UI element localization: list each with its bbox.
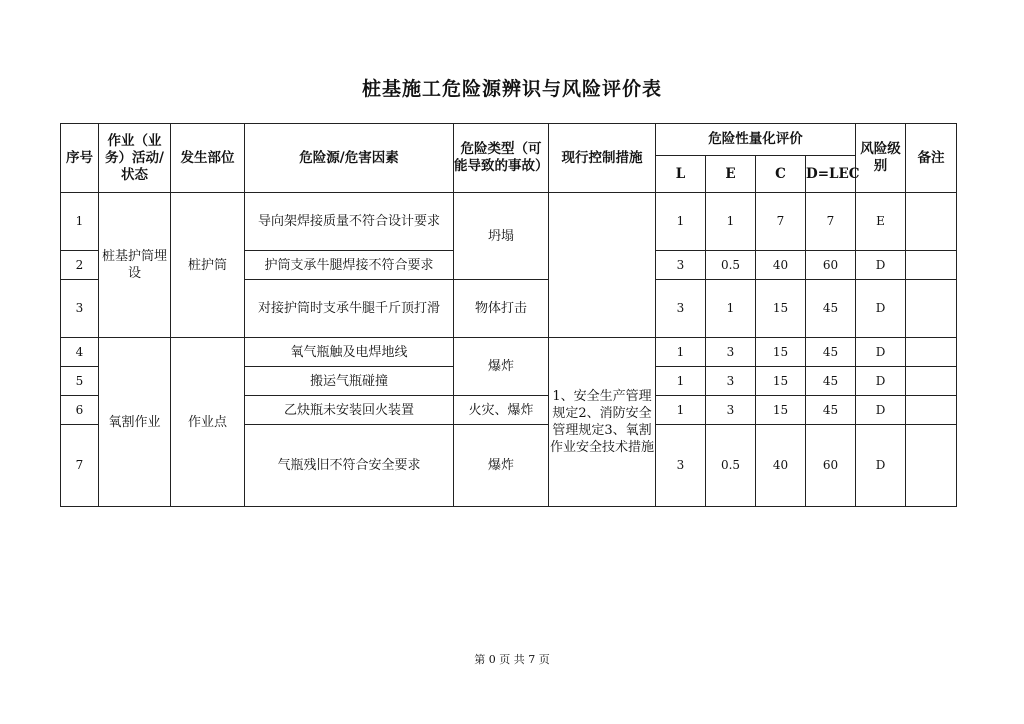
cell-L: 3 [656, 251, 706, 280]
cell-L: 1 [656, 396, 706, 425]
cell-C: 40 [756, 425, 806, 507]
cell-seq: 7 [61, 425, 99, 507]
cell-L: 1 [656, 193, 706, 251]
cell-D: 60 [806, 425, 856, 507]
header-hazard: 危险源/危害因素 [245, 124, 454, 193]
cell-E: 3 [706, 367, 756, 396]
page-title: 桩基施工危险源辨识与风险评价表 [361, 78, 662, 100]
cell-type: 爆炸 [454, 338, 549, 396]
cell-C: 15 [756, 338, 806, 367]
cell-type: 火灾、爆炸 [454, 396, 549, 425]
header-location: 发生部位 [171, 124, 245, 193]
cell-remark [906, 193, 957, 251]
table-row [61, 338, 957, 367]
cell-level: D [856, 425, 906, 507]
cell-E: 3 [706, 338, 756, 367]
cell-level: D [856, 280, 906, 338]
header-seq: 序号 [61, 124, 99, 193]
cell-hazard: 导向架焊接质量不符合设计要求 [245, 193, 454, 251]
cell-E: 0.5 [706, 425, 756, 507]
cell-seq: 6 [61, 396, 99, 425]
cell-seq: 3 [61, 280, 99, 338]
header-L: L [656, 156, 706, 193]
cell-D: 7 [806, 193, 856, 251]
cell-control: 1、安全生产管理规定2、消防安全管理规定3、氧割作业安全技术措施 [549, 338, 656, 507]
header-type: 危险类型（可能导致的事故） [454, 124, 549, 193]
cell-level: E [856, 193, 906, 251]
cell-D: 45 [806, 280, 856, 338]
cell-C: 7 [756, 193, 806, 251]
header-quant: 危险性量化评价 [656, 124, 856, 156]
cell-level: D [856, 338, 906, 367]
cell-hazard: 对接护筒时支承牛腿千斤顶打滑 [245, 280, 454, 338]
cell-location: 作业点 [171, 338, 245, 507]
cell-remark [906, 396, 957, 425]
cell-hazard: 乙炔瓶未安装回火装置 [245, 396, 454, 425]
header-D: D=LEC [806, 156, 856, 193]
table-row [61, 193, 957, 251]
header-E: E [706, 156, 756, 193]
cell-seq: 4 [61, 338, 99, 367]
cell-C: 40 [756, 251, 806, 280]
cell-control [549, 193, 656, 338]
cell-L: 1 [656, 338, 706, 367]
cell-D: 45 [806, 367, 856, 396]
cell-remark [906, 425, 957, 507]
cell-level: D [856, 367, 906, 396]
cell-seq: 5 [61, 367, 99, 396]
cell-C: 15 [756, 280, 806, 338]
cell-D: 45 [806, 338, 856, 367]
cell-type: 物体打击 [454, 280, 549, 338]
cell-remark [906, 367, 957, 396]
header-level: 风险级别 [856, 124, 906, 193]
cell-remark [906, 280, 957, 338]
cell-L: 3 [656, 425, 706, 507]
header-C: C [756, 156, 806, 193]
cell-hazard: 气瓶残旧不符合安全要求 [245, 425, 454, 507]
cell-hazard: 护筒支承牛腿焊接不符合要求 [245, 251, 454, 280]
page-number: 第 0 页 共 7 页 [474, 653, 550, 666]
cell-remark [906, 251, 957, 280]
header-activity: 作业（业务）活动/状态 [99, 124, 171, 193]
cell-L: 1 [656, 367, 706, 396]
cell-seq: 2 [61, 251, 99, 280]
cell-hazard: 氧气瓶触及电焊地线 [245, 338, 454, 367]
cell-level: D [856, 396, 906, 425]
header-remark: 备注 [906, 124, 957, 193]
cell-E: 0.5 [706, 251, 756, 280]
cell-C: 15 [756, 396, 806, 425]
cell-seq: 1 [61, 193, 99, 251]
cell-E: 1 [706, 193, 756, 251]
cell-E: 3 [706, 396, 756, 425]
cell-type: 爆炸 [454, 425, 549, 507]
cell-remark [906, 338, 957, 367]
cell-location: 桩护筒 [171, 193, 245, 338]
cell-level: D [856, 251, 906, 280]
cell-D: 60 [806, 251, 856, 280]
header-control: 现行控制措施 [549, 124, 656, 193]
cell-C: 15 [756, 367, 806, 396]
cell-L: 3 [656, 280, 706, 338]
cell-hazard: 搬运气瓶碰撞 [245, 367, 454, 396]
cell-type: 坍塌 [454, 193, 549, 280]
cell-activity: 桩基护筒埋设 [99, 193, 171, 338]
cell-D: 45 [806, 396, 856, 425]
cell-activity: 氧割作业 [99, 338, 171, 507]
risk-evaluation-table [60, 123, 957, 507]
cell-E: 1 [706, 280, 756, 338]
